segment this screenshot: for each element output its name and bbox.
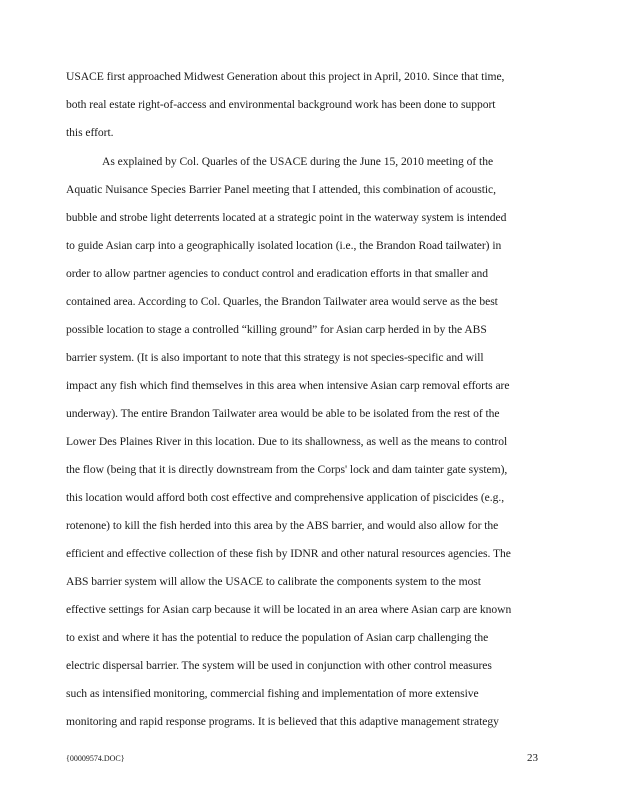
body-line-24: monitoring and rapid response programs. It is believed that this adaptive management strategy: [66, 715, 499, 728]
body-line-11: barrier system. (It is also important to note that this strategy is not species-specific and will: [66, 351, 484, 364]
body-line-9: contained area. According to Col. Quarles, the Brandon Tailwater area would serve as the best: [66, 295, 498, 308]
body-line-2: both real estate right-of-access and environmental background work has been done to support: [66, 98, 496, 111]
body-line-1: USACE first approached Midwest Generation about this project in April, 2010. Since that time,: [66, 70, 505, 83]
body-line-6: bubble and strobe light deterrents located at a strategic point in the waterway system is intended: [66, 211, 507, 224]
body-line-20: effective settings for Asian carp because it will be located in an area where Asian carp are known: [66, 603, 512, 616]
body-line-21: to exist and where it has the potential to reduce the population of Asian carp challenging the: [66, 631, 489, 644]
body-line-4: As explained by Col. Quarles of the USACE during the June 15, 2010 meeting of the: [102, 155, 494, 168]
body-line-13: underway). The entire Brandon Tailwater area would be able to be isolated from the rest of the: [66, 407, 500, 420]
body-line-16: this location would afford both cost effective and comprehensive application of piscicides (e.g.,: [66, 491, 505, 504]
body-line-19: ABS barrier system will allow the USACE to calibrate the components system to the most: [66, 575, 481, 588]
body-line-17: rotenone) to kill the fish herded into this area by the ABS barrier, and would also allow for the: [66, 519, 499, 532]
body-line-15: the flow (being that it is directly downstream from the Corps' lock and dam tainter gate system),: [66, 463, 508, 476]
body-line-3: this effort.: [66, 126, 114, 139]
footer-page-number: 23: [527, 752, 538, 764]
body-line-8: order to allow partner agencies to conduct control and eradication efforts in that smaller and: [66, 267, 488, 280]
body-line-18: efficient and effective collection of these fish by IDNR and other natural resources agencies. The: [66, 547, 511, 560]
body-line-14: Lower Des Plaines River in this location. Due to its shallowness, as well as the means to control: [66, 435, 508, 448]
body-line-22: electric dispersal barrier. The system will be used in conjunction with other control measures: [66, 659, 492, 672]
body-line-10: possible location to stage a controlled “killing ground” for Asian carp herded in by the ABS: [66, 323, 487, 336]
body-line-5: Aquatic Nuisance Species Barrier Panel meeting that I attended, this combination of acoustic,: [66, 183, 496, 196]
body-line-12: impact any fish which find themselves in this area when intensive Asian carp removal efforts are: [66, 379, 510, 392]
body-line-23: such as intensified monitoring, commercial fishing and implementation of more extensive: [66, 687, 479, 700]
body-line-7: to guide Asian carp into a geographically isolated location (i.e., the Brandon Road tailwater) in: [66, 239, 502, 252]
footer-doc-id: {00009574.DOC}: [66, 754, 125, 763]
